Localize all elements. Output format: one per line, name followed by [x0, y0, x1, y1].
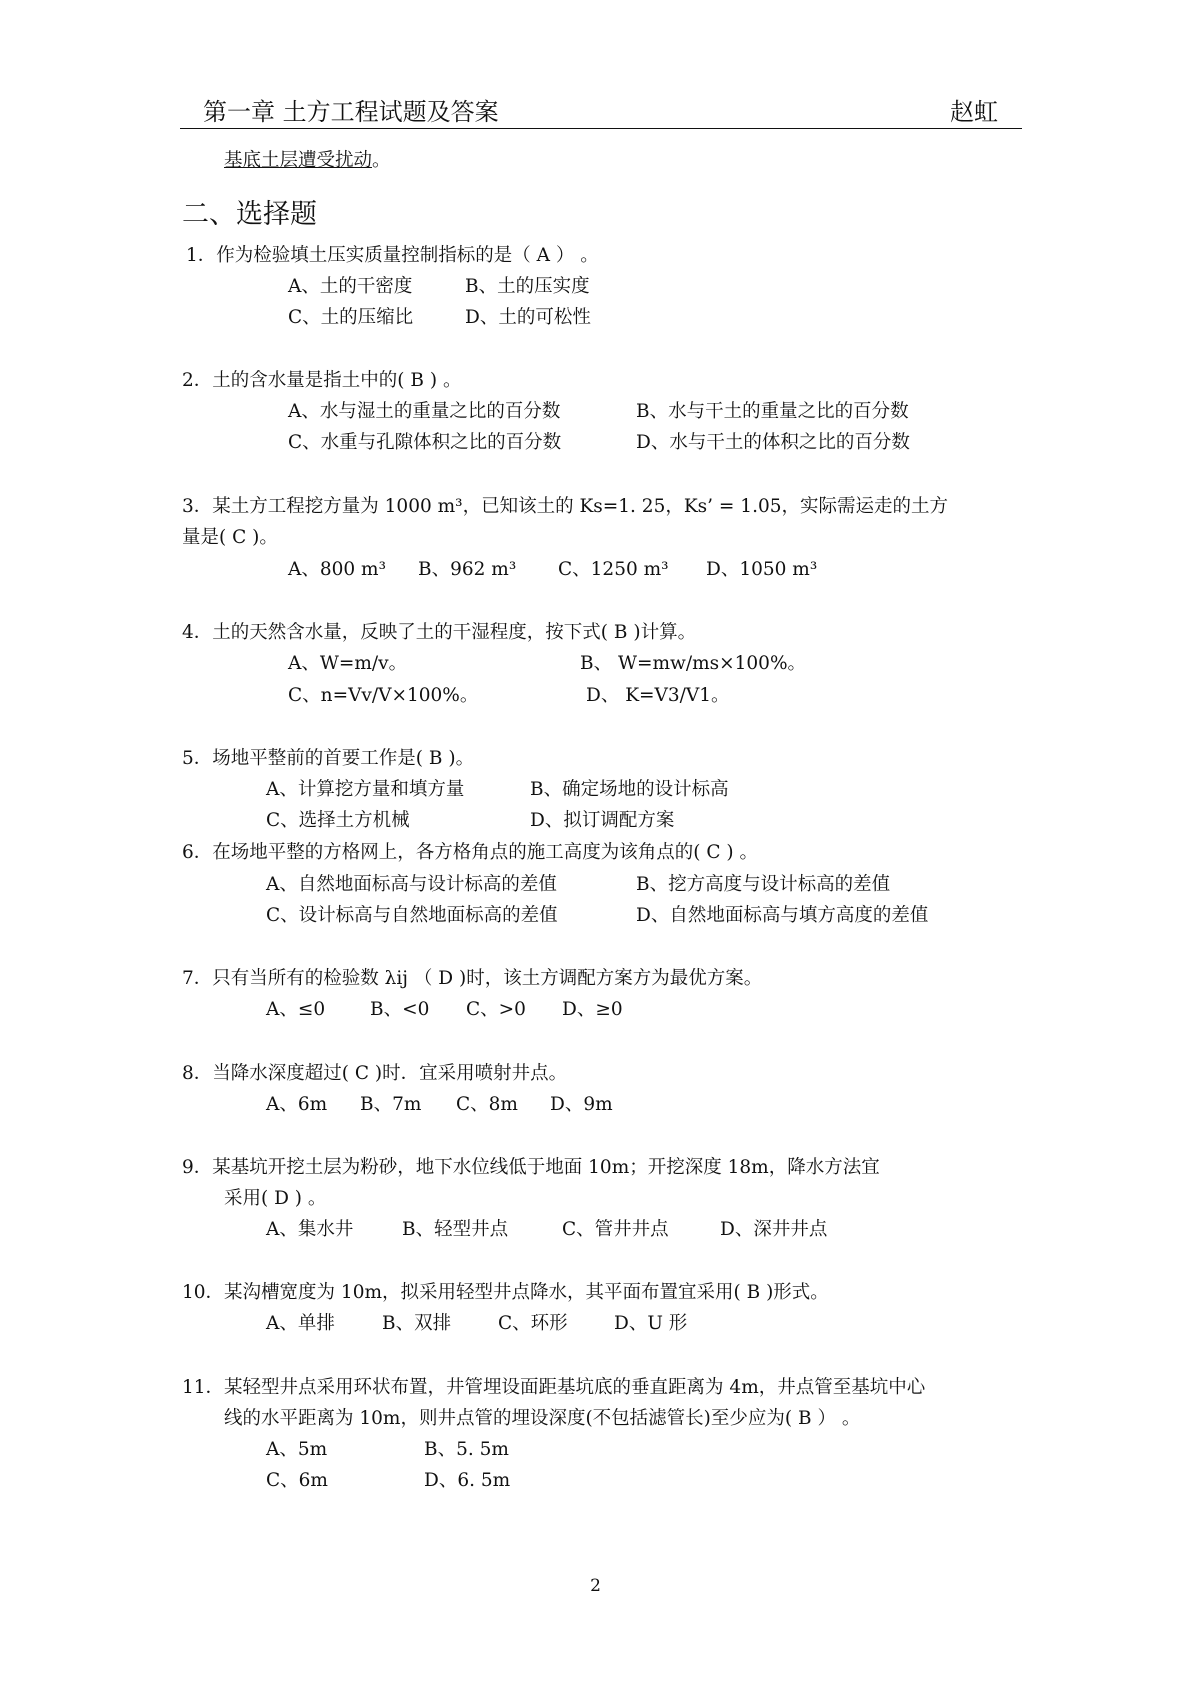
- option-c: C、设计标高与自然地面标高的差值: [266, 905, 558, 926]
- option-c: C、6m: [266, 1470, 328, 1491]
- option-a: A、单排: [266, 1313, 335, 1334]
- option-c: C、土的压缩比: [288, 307, 414, 328]
- option-d: D、拟订调配方案: [530, 810, 675, 831]
- option-d: D、6. 5m: [424, 1470, 511, 1491]
- question-stem: 1．作为检验填土压实质量控制指标的是（ A ） 。: [186, 245, 599, 266]
- question-stem-line1: 3．某土方工程挖方量为 1000 m³，已知该土的 Ks=1. 25，Ks’ = 1.05，实际需运走的土方: [182, 496, 948, 517]
- option-a: A、计算挖方量和填方量: [266, 779, 465, 800]
- option-a: A、水与湿土的重量之比的百分数: [288, 401, 561, 422]
- option-b: B、<0: [370, 999, 430, 1020]
- section-title: 二、选择题: [182, 199, 317, 230]
- option-d: D、 K=V3/V1。: [586, 685, 730, 706]
- option-a: A、W=m/v。: [288, 653, 408, 674]
- option-b: B、轻型井点: [402, 1219, 509, 1240]
- question-stem-line2: 线的水平距离为 10m，则井点管的埋设深度(不包括滤管长)至少应为( B ） 。: [224, 1408, 861, 1429]
- question-stem: 8．当降水深度超过( C )时．宜采用喷射井点。: [182, 1063, 568, 1084]
- option-c: C、环形: [498, 1313, 568, 1334]
- question-stem-line2: 量是( C )。: [182, 527, 278, 548]
- option-a: A、集水井: [266, 1219, 354, 1240]
- header-author: 赵虹: [950, 98, 998, 126]
- option-d: D、自然地面标高与填方高度的差值: [636, 905, 929, 926]
- question-stem: 6．在场地平整的方格网上，各方格角点的施工高度为该角点的( C ) 。: [182, 842, 759, 863]
- option-d: D、水与干土的体积之比的百分数: [636, 432, 910, 453]
- option-d: D、≥0: [562, 999, 623, 1020]
- option-a: A、≤0: [266, 999, 326, 1020]
- option-d: D、土的可松性: [465, 307, 591, 328]
- question-stem: 10．某沟槽宽度为 10m，拟采用轻型井点降水，其平面布置宜采用( B )形式。: [182, 1282, 829, 1303]
- option-d: D、1050 m³: [706, 559, 818, 580]
- option-b: B、土的压实度: [465, 276, 590, 297]
- option-b: B、962 m³: [418, 559, 517, 580]
- option-a: A、5m: [266, 1439, 328, 1460]
- question-stem: 2．土的含水量是指土中的( B ) 。: [182, 370, 462, 391]
- option-c: C、管井井点: [562, 1219, 669, 1240]
- option-c: C、n=Vv/V×100%。: [288, 685, 479, 706]
- option-b: B、双排: [382, 1313, 452, 1334]
- header-rule: [180, 128, 1022, 129]
- option-c: C、水重与孔隙体积之比的百分数: [288, 432, 562, 453]
- question-stem: 7．只有当所有的检验数 λij （ D )时，该土方调配方案方为最优方案。: [182, 968, 763, 989]
- option-a: A、自然地面标高与设计标高的差值: [266, 874, 557, 895]
- option-c: C、8m: [456, 1094, 518, 1115]
- option-c: C、>0: [466, 999, 526, 1020]
- question-stem-line1: 11．某轻型井点采用环状布置，井管埋设面距基坑底的垂直距离为 4m，井点管至基坑中心: [182, 1377, 926, 1398]
- option-b: B、水与干土的重量之比的百分数: [636, 401, 909, 422]
- option-b: B、7m: [360, 1094, 422, 1115]
- page-number: 2: [590, 1576, 601, 1596]
- continuation-line: [224, 150, 391, 172]
- question-stem-line2: 采用( D ) 。: [224, 1188, 327, 1209]
- option-a: A、土的干密度: [288, 276, 413, 297]
- option-b: B、确定场地的设计标高: [530, 779, 729, 800]
- question-stem-line1: 9．某基坑开挖土层为粉砂，地下水位线低于地面 10m；开挖深度 18m，降水方法宜: [182, 1157, 880, 1178]
- option-c: C、选择土方机械: [266, 810, 410, 831]
- option-d: D、9m: [550, 1094, 613, 1115]
- question-stem: 4．土的天然含水量，反映了土的干湿程度，按下式( B )计算。: [182, 622, 697, 643]
- question-stem: 5．场地平整前的首要工作是( B )。: [182, 748, 475, 769]
- option-b: B、挖方高度与设计标高的差值: [636, 874, 891, 895]
- option-d: D、深井井点: [720, 1219, 828, 1240]
- option-b: B、5. 5m: [424, 1439, 509, 1460]
- option-a: A、6m: [266, 1094, 328, 1115]
- continuation-text: 基底土层遭受扰动: [224, 150, 373, 171]
- option-a: A、800 m³: [288, 559, 387, 580]
- continuation-end: 。: [372, 150, 391, 171]
- option-b: B、 W=mw/ms×100%。: [580, 653, 807, 674]
- header-title: 第一章 土方工程试题及答案: [203, 98, 499, 126]
- option-c: C、1250 m³: [558, 559, 669, 580]
- option-d: D、U 形: [614, 1313, 688, 1334]
